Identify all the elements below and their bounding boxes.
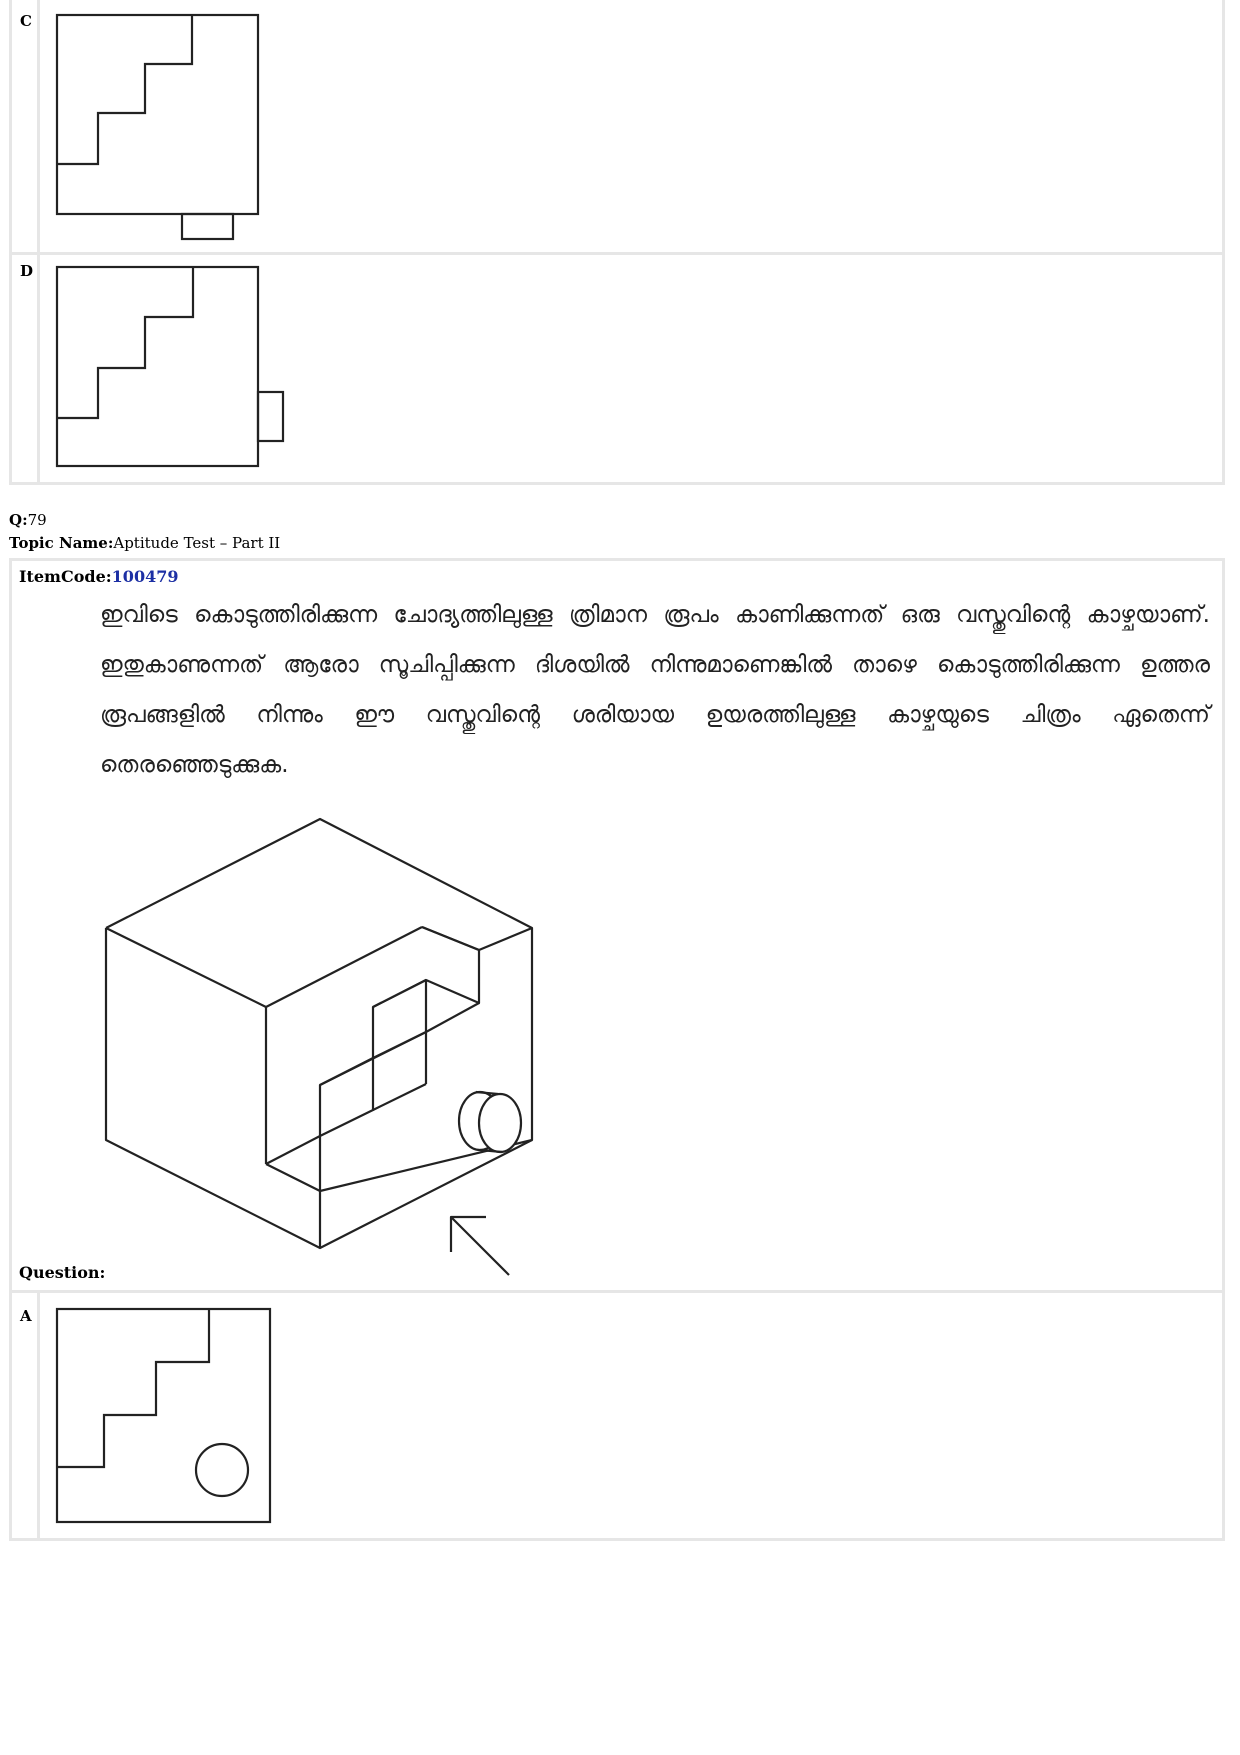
- option-label: D: [12, 255, 40, 482]
- options-table-top: [9, 0, 1225, 485]
- question-label: Question:: [19, 1263, 106, 1282]
- option-label: C: [12, 0, 40, 252]
- option-row-c[interactable]: [12, 0, 1222, 255]
- option-figure: [40, 1293, 1222, 1538]
- option-figure: [40, 0, 1222, 252]
- option-row-a[interactable]: [12, 1293, 1222, 1538]
- question-text: ഇവിടെ കൊടുത്തിരിക്കുന്ന ചോദ്യത്തിലുള്ള ത്രിമാന രൂപം കാണിക്കുന്നത് ഒരു വസ്തുവിന്റെ കാഴ്ചയാണ്. ഇതുകാണുന്നത് ആരോ സൂചിപ്പിക്കുന്ന ദിശയിൽ നിന്നുമാണെങ്കിൽ താഴെ കൊടുത്തിരിക്കുന്ന ഉത്തര രൂപങ്ങളിൽ നിന്നും ഈ വസ്തുവിന്റെ ശരിയായ ഉയരത്തിലുള്ള കാഴ്ചയുടെ ചിത്രം ഏതെന്ന് തെരഞ്ഞെടുക്കുക.: [100, 602, 1210, 778]
- question-number: Q:79: [9, 511, 47, 529]
- option-c-figure: [40, 0, 340, 250]
- option-row-d[interactable]: [12, 255, 1222, 482]
- option-label: A: [12, 1293, 40, 1538]
- topic-name: Topic Name:Aptitude Test – Part II: [9, 534, 281, 552]
- item-code: ItemCode:100479: [19, 567, 179, 586]
- option-figure: [40, 255, 1222, 482]
- option-a-figure: [40, 1293, 340, 1538]
- option-d-figure: [40, 255, 340, 482]
- options-table-bottom: [9, 1290, 1225, 1541]
